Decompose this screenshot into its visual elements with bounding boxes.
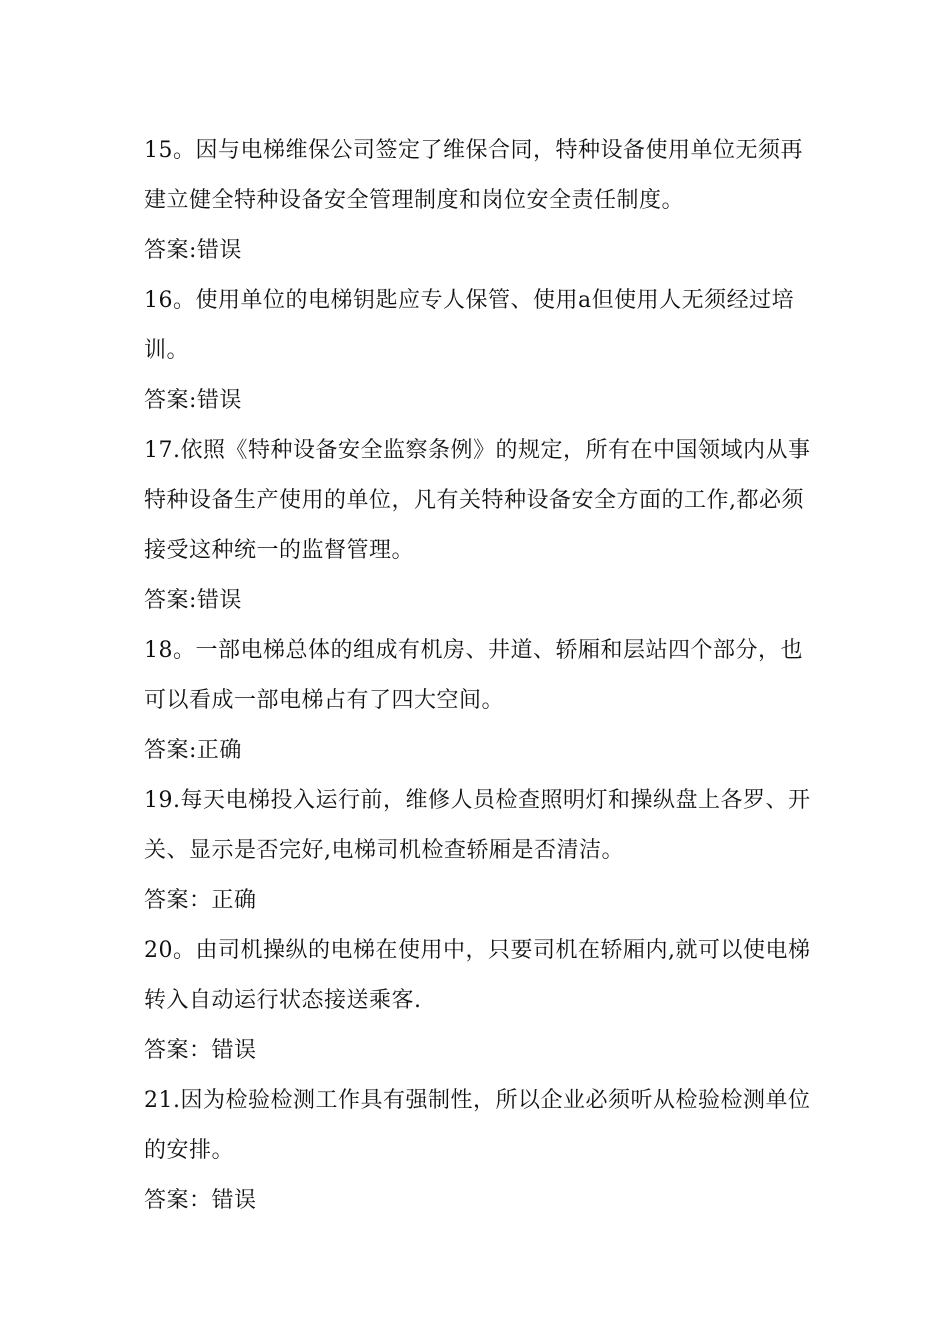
question-21-answer: 答案：错误	[144, 1188, 257, 1213]
question-16-line-1: 16。使用单位的电梯钥匙应专人保管、使用a但使用人无须经过培	[144, 288, 795, 313]
question-17-line-2: 特种设备生产使用的单位，凡有关特种设备安全方面的工作,都必须	[144, 488, 804, 513]
question-20-line-2: 转入自动运行状态接送乘客.	[144, 988, 422, 1013]
question-15-line-1: 15。因与电梯维保公司签定了维保合同，特种设备使用单位无须再	[144, 138, 803, 163]
question-17-answer: 答案:错误	[144, 588, 242, 613]
question-15-answer: 答案:错误	[144, 238, 242, 263]
question-18-line-1: 18。一部电梯总体的组成有机房、井道、轿厢和层站四个部分，也	[144, 638, 803, 663]
question-18-answer: 答案:正确	[144, 738, 242, 763]
question-16	[144, 276, 814, 426]
question-16-line-2: 训。	[144, 338, 190, 363]
question-15	[144, 126, 814, 276]
question-21-line-1: 21.因为检验检测工作具有强制性，所以企业必须听从检验检测单位	[144, 1088, 811, 1113]
question-list	[144, 126, 814, 1226]
question-17-line-1: 17.依照《特种设备安全监察条例》的规定，所有在中国领域内从事	[144, 438, 811, 463]
question-21	[144, 1076, 814, 1226]
question-17	[144, 426, 814, 626]
question-19-line-1: 19.每天电梯投入运行前，维修人员检查照明灯和操纵盘上各罗、开	[144, 788, 811, 813]
question-19-line-2: 关、显示是否完好,电梯司机检查轿厢是否清洁。	[144, 838, 624, 863]
question-20-line-1: 20。由司机操纵的电梯在使用中，只要司机在轿厢内,就可以使电梯	[144, 938, 811, 963]
question-15-line-2: 建立健全特种设备安全管理制度和岗位安全责任制度。	[144, 188, 685, 213]
question-19-answer: 答案：正确	[144, 888, 257, 913]
question-17-line-3: 接受这种统一的监督管理。	[144, 538, 415, 563]
question-21-line-2: 的安排。	[144, 1138, 235, 1163]
question-18-line-2: 可以看成一部电梯占有了四大空间。	[144, 688, 505, 713]
question-20-answer: 答案：错误	[144, 1038, 257, 1063]
question-20	[144, 926, 814, 1076]
question-16-answer: 答案:错误	[144, 388, 242, 413]
question-19	[144, 776, 814, 926]
question-18	[144, 626, 814, 776]
